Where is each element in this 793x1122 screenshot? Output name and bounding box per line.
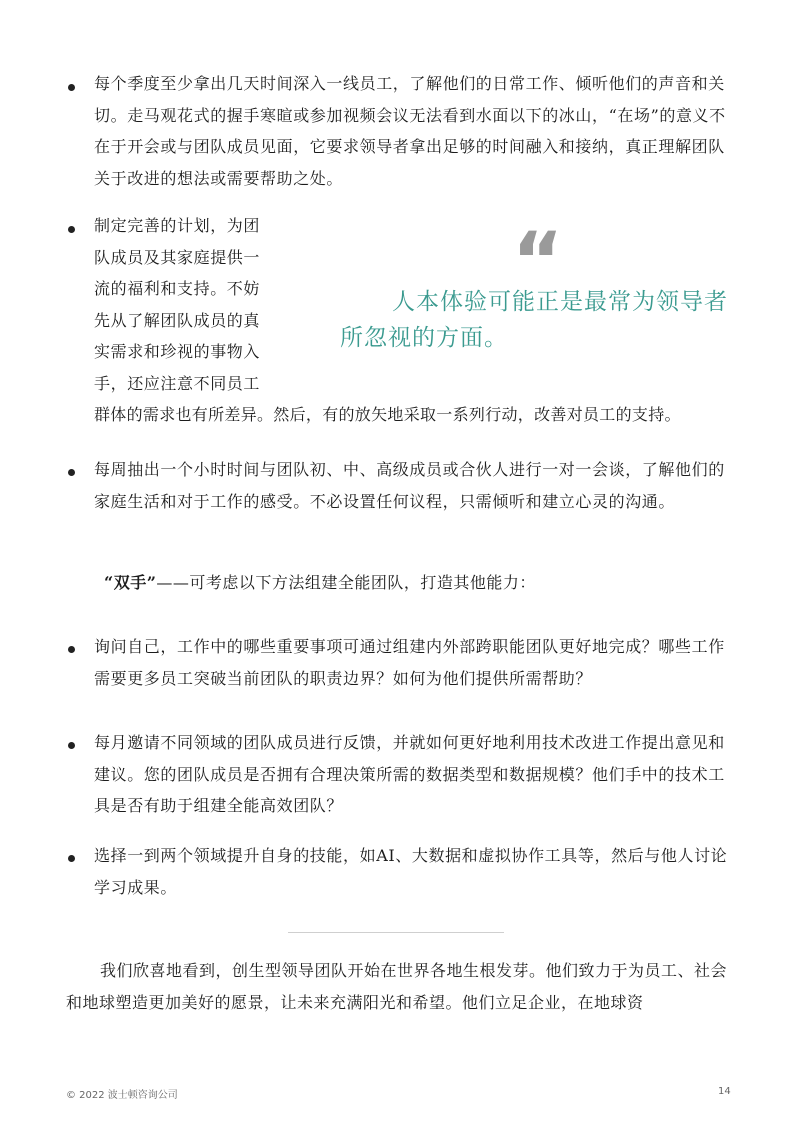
- section-divider: [288, 932, 504, 933]
- bullet-2-line: 先从了解团队成员的真: [94, 310, 261, 330]
- subheading-rest: ——可考虑以下方法组建全能团队，打造其他能力：: [156, 573, 536, 592]
- footer-copyright: © 2022 波士顿咨询公司: [66, 1090, 178, 1101]
- bullet-2-line: 制定完善的计划，为团: [94, 216, 261, 235]
- bullet-2-line: 实需求和珍视的事物入: [94, 342, 261, 361]
- pull-quote: 人本体验可能正是最常为领导者所忽视的方面。: [340, 289, 728, 351]
- bullet-marker: [68, 742, 75, 749]
- bullet-5-text: 每月邀请不同领域的团队成员进行反馈，并就如何更好地利用技术改进工作提出意见和建议。您的团队成员是否拥有合理决策所需的数据类型和数据规模？他们手中的技术工具是否有助于组建全能高效团队？: [94, 733, 725, 815]
- bullet-2-line: 手，还应注意不同员工: [94, 373, 261, 393]
- quote-mark-icon: “: [512, 217, 564, 307]
- bullet-3-text: 每周抽出一个小时时间与团队初、中、高级成员或合伙人进行一对一会谈，了解他们的家庭生活和对于工作的感受。不必设置任何议程，只需倾听和建立心灵的沟通。: [94, 460, 725, 511]
- bullet-4-text: 询问自己，工作中的哪些重要事项可通过组建内外部跨职能团队更好地完成？哪些工作需要更多员工突破当前团队的职责边界？如何为他们提供所需帮助？: [94, 637, 725, 688]
- bullet-marker: [68, 469, 75, 476]
- bullet-2-line: 流的福利和支持。不妨: [94, 279, 261, 298]
- bullet-marker: [68, 226, 75, 233]
- bullet-marker: [68, 646, 75, 653]
- bullet-2-narrow-text: [94, 210, 294, 399]
- subheading-bold: “双手”: [104, 573, 157, 592]
- bullet-1-text: 每个季度至少拿出几天时间深入一线员工，了解他们的日常工作、倾听他们的声音和关切。走马观花式的握手寒暄或参加视频会议无法看到水面以下的冰山，“在场”的意义不在于开会或与团队成员见面，它要求领导者拿出足够的时间融入和接纳，真正理解团队关于改进的想法或需要帮助之处。: [94, 74, 726, 188]
- bullet-2-line: 队成员及其家庭提供一: [94, 247, 261, 267]
- subheading: [104, 567, 536, 598]
- bullet-marker: [68, 855, 75, 862]
- bullet-6-text: 选择一到两个领域提升自身的技能，如AI、大数据和虚拟协作工具等，然后与他人讨论学习成果。: [94, 846, 728, 897]
- page-number: 14: [718, 1086, 731, 1097]
- closing-paragraph: 我们欣喜地看到，创生型领导团队开始在世界各地生根发芽。他们致力于为员工、社会和地球塑造更加美好的愿景，让未来充满阳光和希望。他们立足企业，在地球资: [66, 961, 728, 1012]
- bullet-2-tail-text: 群体的需求也有所差异。然后，有的放矢地采取一系列行动，改善对员工的支持。: [94, 405, 681, 424]
- bullet-marker: [68, 84, 75, 91]
